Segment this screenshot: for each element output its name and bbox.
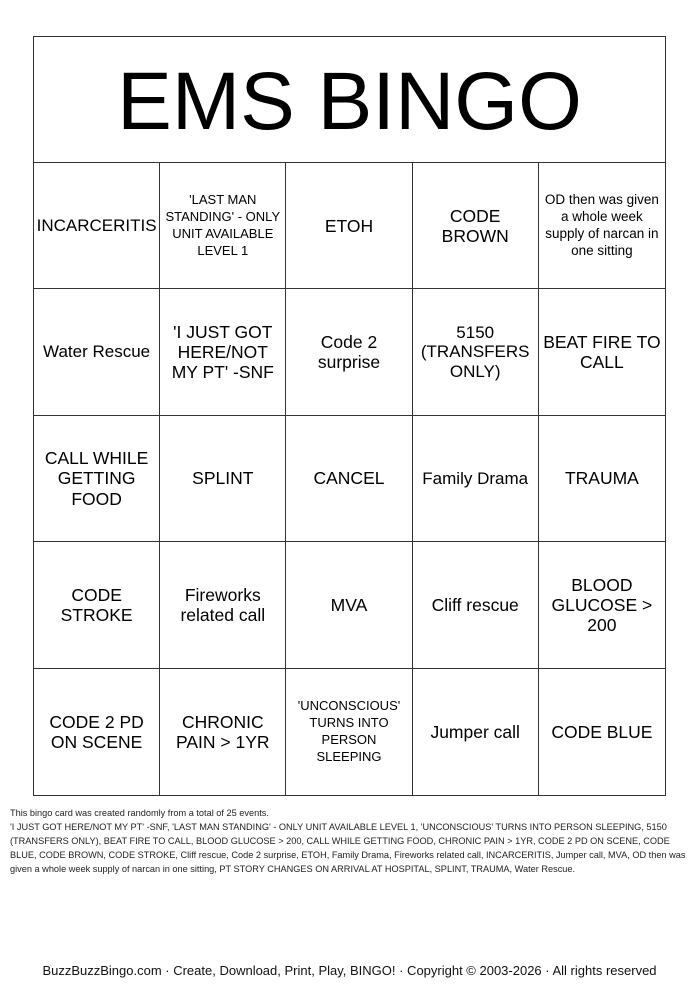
bingo-cell bbox=[160, 289, 286, 415]
bingo-cell bbox=[413, 163, 539, 289]
bingo-cell bbox=[160, 669, 286, 795]
bingo-cell-text: CODE BROWN bbox=[441, 205, 509, 246]
bingo-cell-text: 'UNCONSCIOUS' TURNS INTO PERSON SLEEPING bbox=[297, 698, 401, 764]
bingo-cell bbox=[286, 163, 412, 289]
bingo-cell bbox=[539, 542, 665, 668]
bingo-cell-text: 'I JUST GOT HERE/NOT MY PT' -SNF bbox=[171, 321, 274, 383]
bingo-cell bbox=[539, 669, 665, 795]
bingo-cell-text: TRAUMA bbox=[564, 468, 639, 489]
bingo-cell-text: 'LAST MAN STANDING' - ONLY UNIT AVAILABLE LEVEL 1 bbox=[165, 191, 281, 258]
bingo-cell bbox=[34, 163, 160, 289]
bingo-grid bbox=[34, 163, 665, 795]
bingo-cell bbox=[539, 289, 665, 415]
footnote-event-list: 'I JUST GOT HERE/NOT MY PT' -SNF, 'LAST MAN STANDING' - ONLY UNIT AVAILABLE LEVEL 1, 'UNCONSCIOUS' TURNS INTO PERSON SLEEPING, 5150 (TRANSFERS ONLY), BEAT FIRE TO CALL, BLOOD GLUCOSE > 200, CALL WHILE GETTING FOOD, CHRONIC PAIN > 1YR, CODE 2 PD ON SCENE, CODE BLUE, CODE BROWN, CODE STROKE, Cliff rescue, Code 2 surprise, ETOH, Family Drama, Fireworks related call, INCARCERITIS, Jumper call, MVA, OD then was given a whole week supply of narcan in one sitting, PT STORY CHANGES ON ARRIVAL AT HOSPITAL, SPLINT, TRAUMA, Water Rescue. bbox=[10, 822, 686, 874]
bingo-cell-text: SPLINT bbox=[192, 468, 254, 489]
bingo-cell-text: CALL WHILE GETTING FOOD bbox=[44, 448, 149, 509]
bingo-cell bbox=[413, 669, 539, 795]
bingo-cell bbox=[413, 289, 539, 415]
bingo-cell bbox=[286, 289, 412, 415]
bingo-cell-text: Jumper call bbox=[430, 721, 520, 742]
bingo-cell-text: INCARCERITIS bbox=[36, 215, 157, 235]
bingo-cell-text: CODE BLUE bbox=[551, 721, 653, 742]
card-title: EMS BINGO bbox=[117, 55, 582, 147]
bingo-cell bbox=[160, 416, 286, 542]
bingo-cell-text: Family Drama bbox=[422, 468, 529, 488]
bingo-cell bbox=[34, 289, 160, 415]
bingo-cell bbox=[34, 416, 160, 542]
bingo-cell-text: CODE STROKE bbox=[60, 584, 133, 625]
bingo-cell-text: CODE 2 PD ON SCENE bbox=[49, 711, 144, 752]
bingo-cell bbox=[160, 163, 286, 289]
bingo-cell-text: Fireworks related call bbox=[180, 584, 266, 625]
bingo-cell bbox=[413, 542, 539, 668]
bingo-cell bbox=[286, 416, 412, 542]
title-row bbox=[34, 37, 665, 163]
site-footer: BuzzBuzzBingo.com · Create, Download, Print, Play, BINGO! · Copyright © 2003-2026 · All rights reserved bbox=[42, 963, 657, 978]
bingo-cell-text: MVA bbox=[330, 594, 368, 615]
event-list-footnote bbox=[10, 806, 690, 876]
bingo-cell bbox=[413, 416, 539, 542]
bingo-cell-text: CHRONIC PAIN > 1YR bbox=[176, 711, 270, 752]
bingo-cell-text: ETOH bbox=[324, 215, 374, 236]
bingo-card bbox=[33, 36, 666, 796]
bingo-cell-text: 5150 (TRANSFERS ONLY) bbox=[420, 322, 530, 381]
bingo-cell-text: Code 2 surprise bbox=[317, 331, 381, 373]
bingo-cell bbox=[160, 542, 286, 668]
bingo-cell bbox=[286, 542, 412, 668]
bingo-cell bbox=[286, 669, 412, 795]
bingo-cell-text: Cliff rescue bbox=[431, 594, 519, 615]
bingo-cell bbox=[539, 163, 665, 289]
bingo-cell-text: Water Rescue bbox=[43, 342, 151, 362]
bingo-cell-text: OD then was given a whole week supply of narcan in one sitting bbox=[544, 191, 659, 258]
bingo-cell bbox=[34, 542, 160, 668]
bingo-cell-text: BEAT FIRE TO CALL bbox=[543, 331, 661, 373]
bingo-cell-text: CANCEL bbox=[313, 468, 385, 489]
bingo-cell bbox=[539, 416, 665, 542]
footnote-summary: This bingo card was created randomly from a total of 25 events. bbox=[10, 808, 269, 818]
bingo-cell bbox=[34, 669, 160, 795]
bingo-cell-text: BLOOD GLUCOSE > 200 bbox=[551, 574, 653, 635]
